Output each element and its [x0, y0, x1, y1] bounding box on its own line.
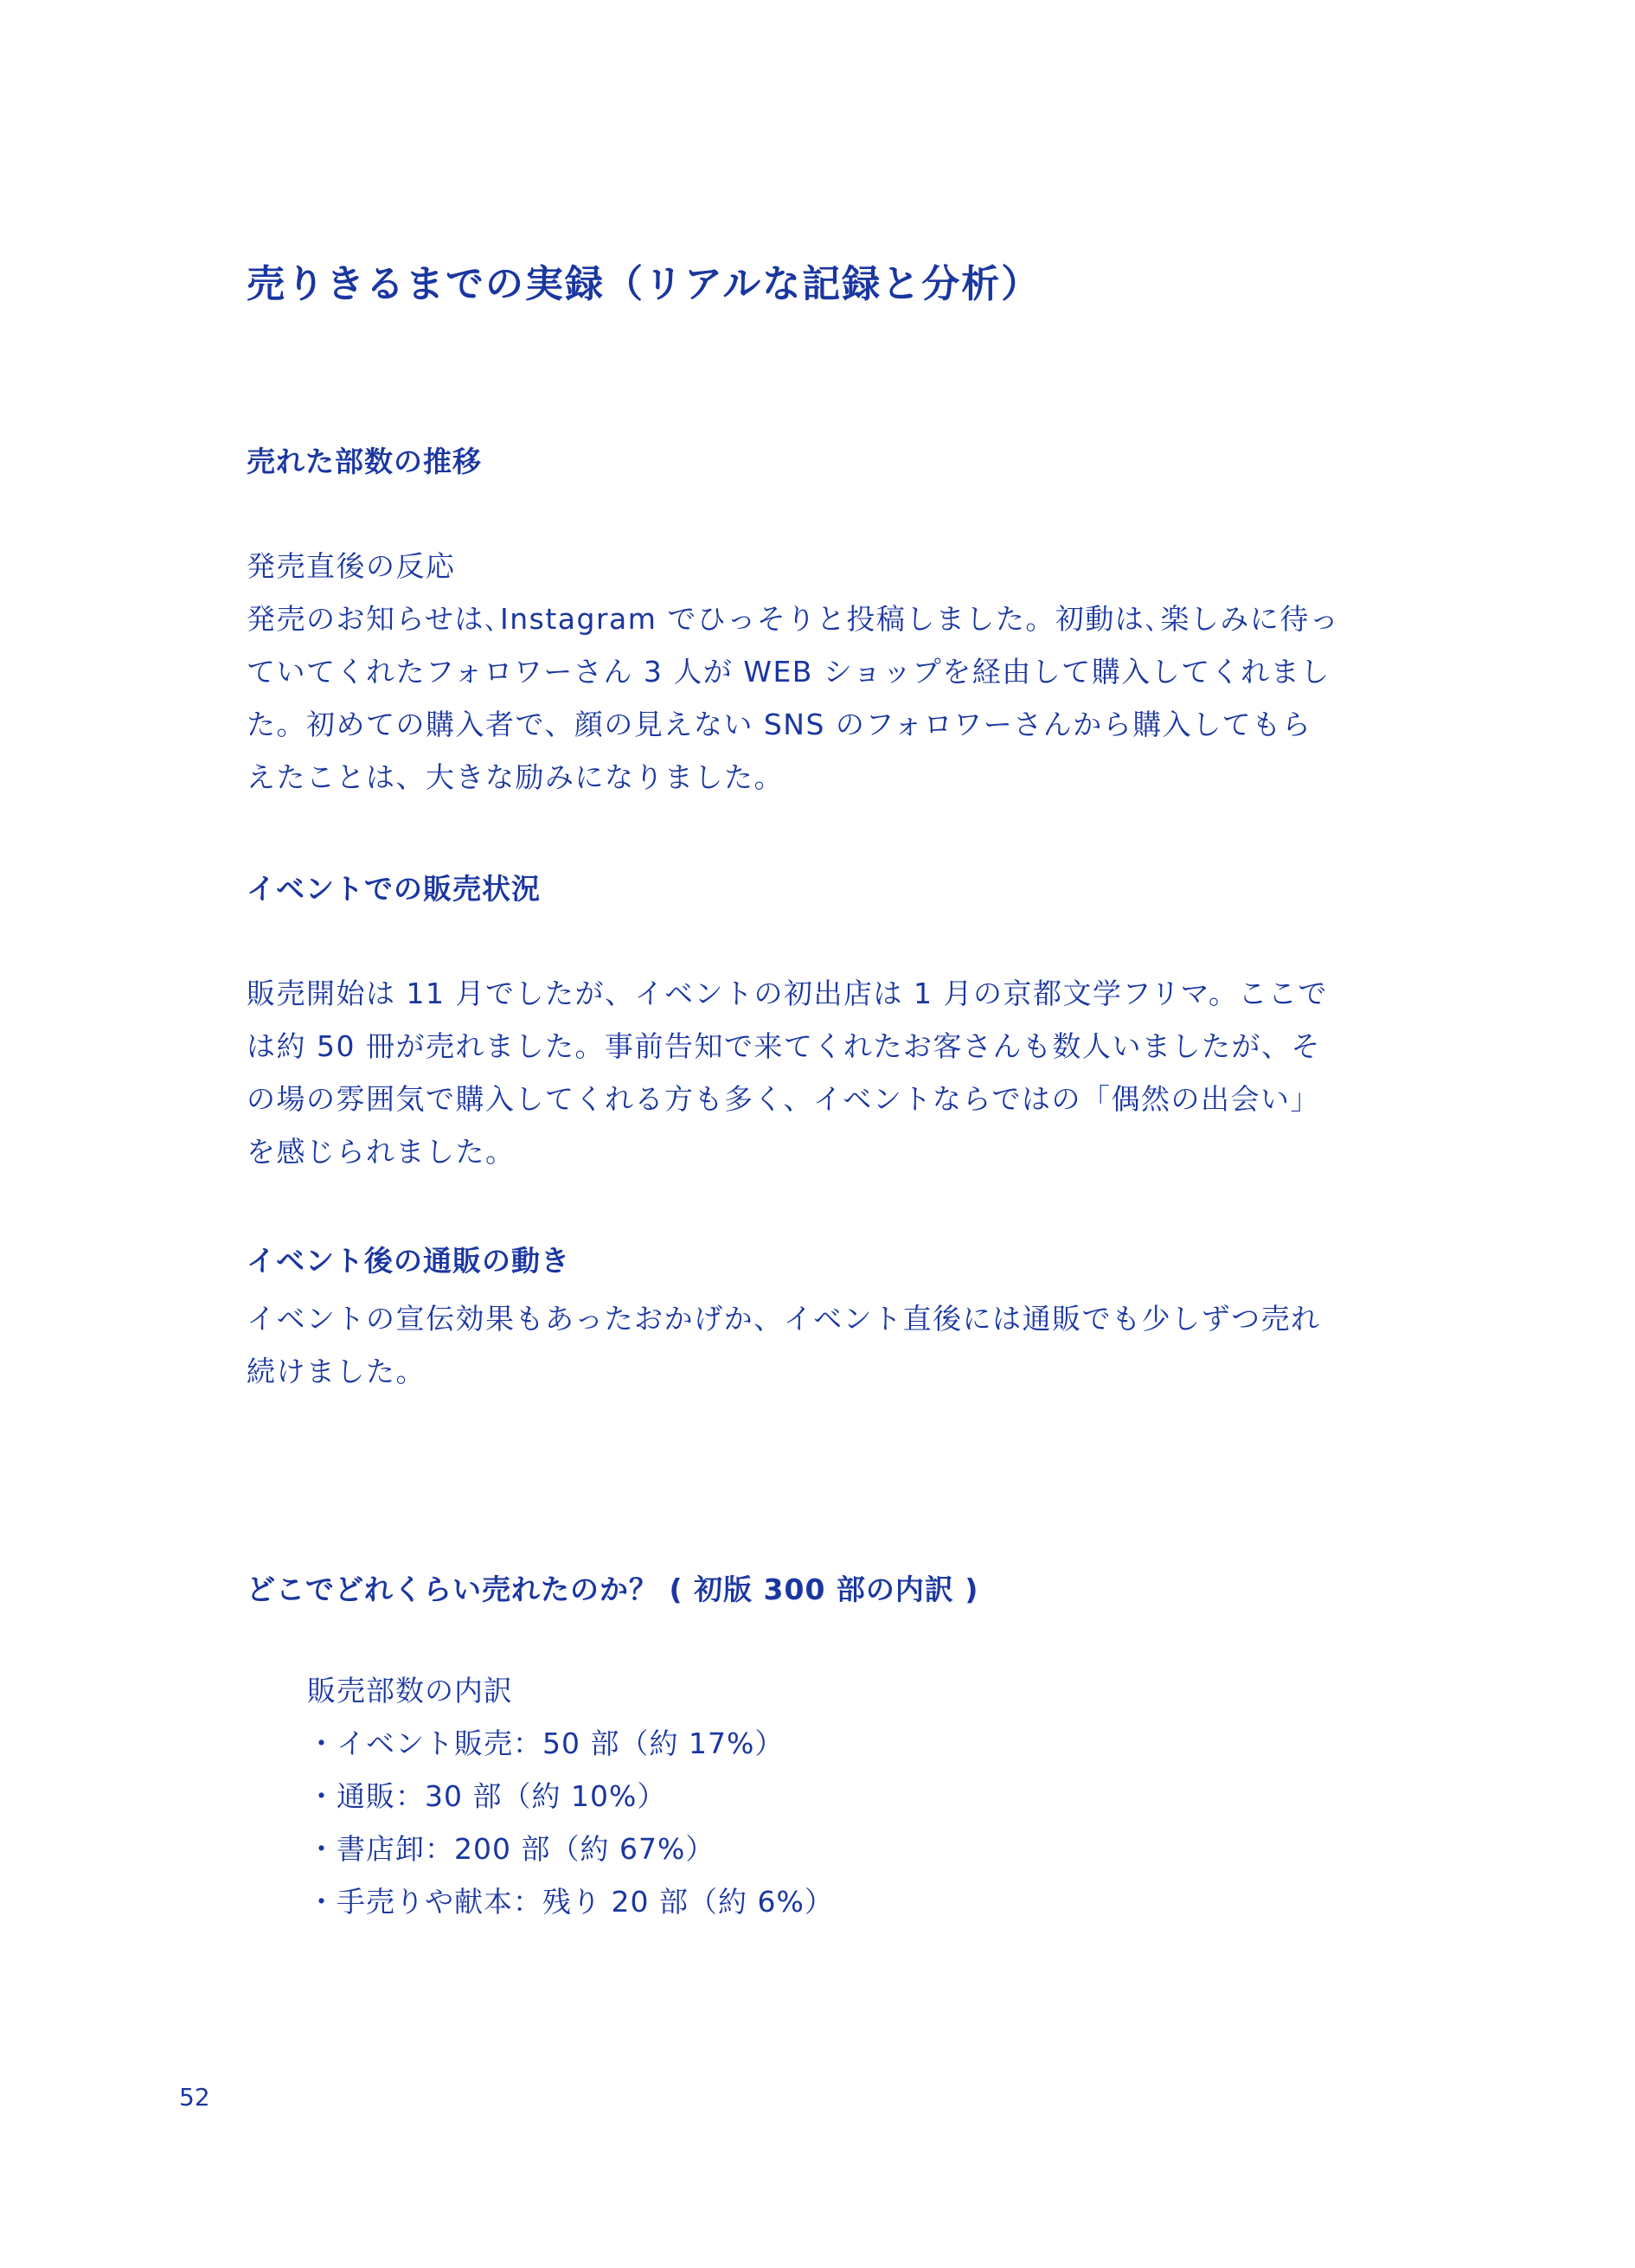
paragraph-line: 販売開始は 11 月でしたが、イベントの初出店は 1 月の京都文学フリマ。ここで: [247, 977, 1328, 1010]
section-body-event-sales: [247, 967, 1362, 1178]
paragraph-line: えたことは、大きな励みになりました。: [247, 760, 784, 794]
paragraph-line: た。初めての購入者で、顔の見えない SNS のフォロワーさんから購入してもら: [247, 708, 1312, 741]
list-item: ・通販：30 部（約 10%）: [307, 1779, 667, 1813]
paragraph-line: を感じられました。: [247, 1135, 516, 1169]
section-heading-event-sales: イベントでの販売状況: [247, 872, 541, 906]
section-body-sales-trend: [247, 540, 1362, 804]
subheading-launch-reaction: 発売直後の反応: [247, 549, 456, 583]
section-heading-sales-trend: 売れた部数の推移: [247, 445, 482, 478]
breakdown-title: 販売部数の内訳: [307, 1674, 513, 1707]
paragraph-line: 発売のお知らせは､Instagram でひっそりと投稿しました。初動は､楽しみに待っ: [247, 602, 1340, 636]
paragraph-line: は約 50 冊が売れました。事前告知で来てくれたお客さんも数人いましたが、そ: [247, 1029, 1321, 1063]
paragraph-line: ていてくれたフォロワーさん 3 人が WEB ショップを経由して購入してくれまし: [247, 655, 1330, 689]
breakdown-list: [307, 1664, 834, 1928]
list-item: ・手売りや献本：残り 20 部（約 6%）: [307, 1885, 834, 1919]
page-number: 52: [179, 2083, 210, 2111]
section-heading-breakdown: どこでどれくらい売れたのか？ ( 初版 300 部の内訳 ): [247, 1573, 979, 1606]
section-body-post-event-mailorder: [247, 1292, 1362, 1398]
section-heading-post-event-mailorder: イベント後の通販の動き: [247, 1244, 570, 1278]
paragraph-line: の場の雰囲気で購入してくれる方も多く、イベントならではの「偶然の出会い」: [247, 1082, 1321, 1116]
page-title: 売りきるまでの実録（リアルな記録と分析）: [247, 262, 1042, 306]
list-item: ・イベント販売：50 部（約 17%）: [307, 1727, 785, 1760]
list-item: ・書店卸：200 部（約 67%）: [307, 1832, 715, 1866]
paragraph-line: イベントの宣伝効果もあったおかげか、イベント直後には通販でも少しずつ売れ: [247, 1302, 1321, 1336]
paragraph-line: 続けました。: [247, 1355, 426, 1388]
